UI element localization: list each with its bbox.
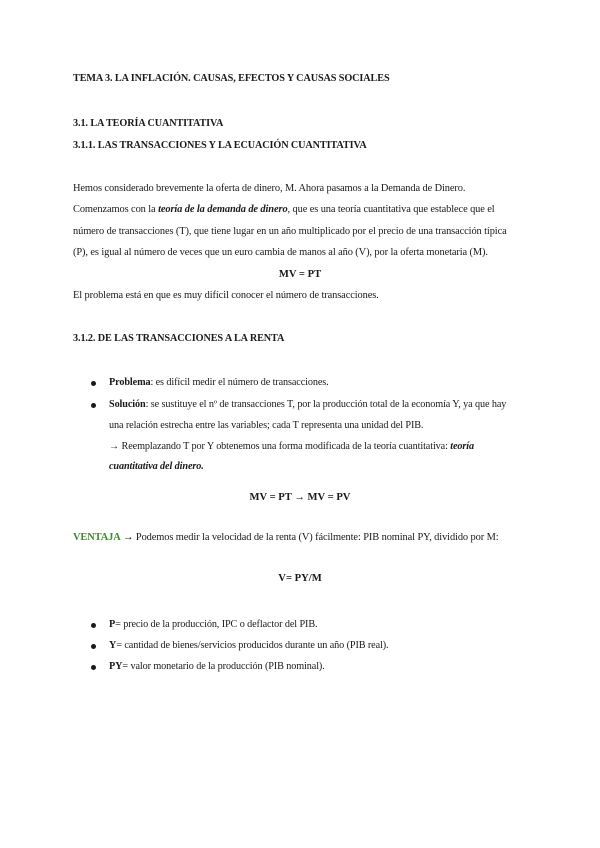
emphasis-term: teoría	[450, 441, 475, 452]
bullet-dot	[91, 381, 96, 386]
paragraph-line	[73, 204, 495, 215]
bullet-text: : se sustituye el nº de transacciones T, por la producción total de la economía Y, ya que hay	[145, 399, 507, 410]
bullet-py	[109, 661, 325, 672]
bullet-dot	[91, 665, 96, 670]
ventaja-label: VENTAJA	[73, 532, 121, 543]
bullet-arrow-line	[109, 441, 474, 452]
ventaja-line	[73, 532, 499, 543]
bullet-p	[109, 619, 317, 630]
bullet-dot	[91, 644, 96, 649]
text-run: , que es una teoría cuantitativa que establece que el	[287, 204, 495, 215]
paragraph-line: (P), es igual al número de veces que un euro cambia de manos al año (V), por la oferta monetaria (M).	[73, 247, 488, 258]
bullet-label: PY	[109, 661, 123, 672]
bullet-label: Solución	[109, 399, 146, 410]
equation-v-py-m: V= PY/M	[278, 573, 322, 584]
bullet-text: : es difícil medir el número de transacciones.	[150, 377, 329, 388]
bullet-dot	[91, 623, 96, 628]
text-run: → Reemplazando T por Y obtenemos una forma modificada de la teoría cuantitativa:	[109, 441, 451, 452]
bullet-label: P	[109, 619, 116, 630]
bullet-text: = cantidad de bienes/servicios producidos durante un año (PIB real).	[116, 640, 389, 651]
bullet-text: = precio de la producción, IPC o deflactor del PIB.	[115, 619, 318, 630]
bullet-dot	[91, 403, 96, 408]
ventaja-text: → Podemos medir la velocidad de la renta (V) fácilmente: PIB nominal PY, dividido por M:	[120, 532, 499, 543]
text-run: Comenzamos con la	[73, 204, 159, 215]
paragraph-line: El problema está en que es muy difícil conocer el número de transacciones.	[73, 290, 379, 301]
equation-mv-pt-pv: MV = PT → MV = PV	[249, 492, 351, 503]
bullet-continuation: una relación estrecha entre las variables; cada T representa una unidad del PIB.	[109, 420, 424, 431]
bullet-label: Problema	[109, 377, 151, 388]
bullet-label: Y	[109, 640, 117, 651]
section-heading-3-1-2: 3.1.2. DE LAS TRANSACCIONES A LA RENTA	[73, 333, 285, 344]
paragraph-line: Hemos considerado brevemente la oferta de dinero, M. Ahora pasamos a la Demanda de Dinero.	[73, 183, 466, 194]
section-heading-3-1: 3.1. LA TEORÍA CUANTITATIVA	[73, 118, 224, 129]
document-title: TEMA 3. LA INFLACIÓN. CAUSAS, EFECTOS Y CAUSAS SOCIALES	[73, 73, 390, 84]
paragraph-line: número de transacciones (T), que tiene lugar en un año multiplicado por el precio de una transacción típica	[73, 226, 507, 237]
emphasis-term: cuantitativa del dinero.	[109, 461, 204, 472]
equation-mv-pt: MV = PT	[278, 269, 322, 280]
bullet-problema	[109, 377, 329, 388]
emphasis-term: teoría de la demanda de dinero	[158, 204, 288, 215]
section-heading-3-1-1: 3.1.1. LAS TRANSACCIONES Y LA ECUACIÓN CUANTITATIVA	[73, 140, 367, 151]
bullet-y	[109, 640, 389, 651]
bullet-text: = valor monetario de la producción (PIB nominal).	[122, 661, 325, 672]
bullet-solucion	[109, 399, 506, 410]
